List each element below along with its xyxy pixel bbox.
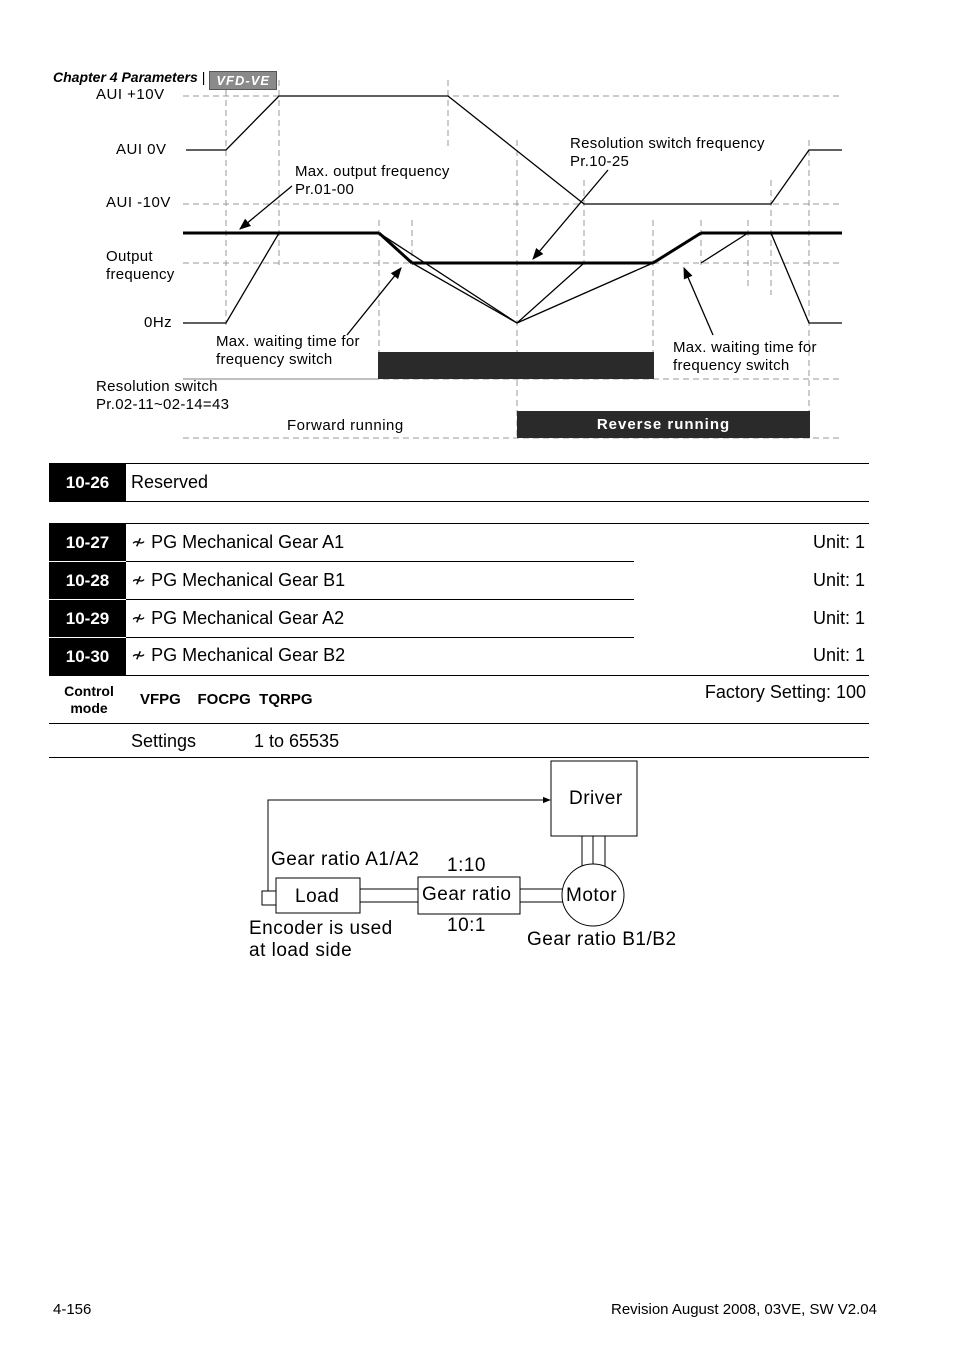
param-row-10-26 (49, 464, 869, 501)
param-code: 10-29 (49, 600, 126, 637)
motor-label: Motor (566, 885, 618, 906)
divider (49, 723, 869, 724)
header-separator: | (201, 69, 206, 85)
resolution-switch-bar (378, 352, 654, 379)
arrow-wait-right (684, 268, 713, 335)
settable-running-icon: ≁ (131, 532, 152, 552)
divider (49, 501, 869, 502)
param-code: 10-28 (49, 562, 126, 599)
param-name (131, 645, 345, 666)
wait-left-line1: Max. waiting time for (216, 333, 360, 350)
aui-zero-label: AUI 0V (116, 141, 167, 158)
param-name (131, 532, 344, 553)
param-code: 10-26 (49, 464, 126, 501)
control-modes: VFPG FOCPG TQRPG (140, 691, 313, 708)
param-name-text: PG Mechanical Gear A2 (151, 608, 345, 628)
param-name (131, 608, 344, 629)
settable-running-icon: ≁ (131, 645, 152, 665)
param-name-text: PG Mechanical Gear A1 (151, 532, 345, 552)
load-label: Load (295, 886, 340, 907)
page-number: 4-156 (53, 1301, 92, 1318)
driver-label: Driver (569, 788, 623, 809)
revision-text: Revision August 2008, 03VE, SW V2.04 (611, 1301, 877, 1318)
control-label-line2: mode (70, 700, 108, 716)
res-switch-freq-line2: Pr.10-25 (570, 153, 630, 170)
settable-running-icon: ≁ (131, 570, 152, 590)
aui-minus-label: AUI -10V (106, 194, 171, 211)
aui-plus-label: AUI +10V (96, 86, 165, 103)
output-frequency-label (106, 248, 175, 284)
param-row-10-30 (49, 638, 869, 675)
divider (49, 757, 869, 758)
feedback-arrow (268, 800, 550, 891)
param-unit: Unit: 1 (812, 608, 865, 628)
ratio-top-label: 1:10 (447, 855, 486, 876)
encoder-label (249, 918, 393, 962)
arrow-res-switch-freq (533, 170, 608, 259)
param-code: 10-27 (49, 524, 126, 561)
wait-right-line1: Max. waiting time for (673, 339, 817, 356)
factory-setting: Factory Setting: 100 (704, 682, 866, 702)
param-name-text: PG Mechanical Gear B2 (151, 645, 346, 665)
param-name-text: PG Mechanical Gear B1 (151, 570, 346, 590)
settable-running-icon: ≁ (131, 608, 152, 628)
wait-time-left-label (216, 333, 360, 369)
zero-hz-label: 0Hz (144, 314, 173, 331)
settings-label: Settings (131, 731, 197, 751)
param-row-10-27 (49, 524, 869, 561)
output-frequency-line1: Output (106, 248, 153, 265)
encoder-box (262, 891, 276, 905)
divider (49, 675, 869, 676)
output-frequency-line2: frequency (106, 266, 175, 283)
chapter-title: Chapter 4 Parameters (53, 69, 198, 85)
reverse-running-label: Reverse running (596, 416, 731, 433)
param-row-10-29 (49, 600, 869, 637)
encoder-line1: Encoder is used (249, 918, 393, 939)
gear-ratio-a-label: Gear ratio A1/A2 (271, 849, 420, 870)
resolution-switch-frequency-label (570, 135, 765, 171)
res-switch-line2: Pr.02-11~02-14=43 (96, 396, 230, 413)
control-mode-label (53, 683, 125, 717)
param-unit: Unit: 1 (812, 532, 865, 552)
forward-running-label: Forward running (287, 417, 404, 434)
settings-value: 1 to 65535 (254, 731, 340, 751)
arrow-max-output (240, 186, 292, 229)
vfd-ve-logo: VFD-VE (209, 71, 277, 90)
encoder-line2: at load side (249, 940, 353, 961)
control-label-line1: Control (64, 683, 114, 699)
wait-time-right-label (673, 339, 817, 375)
res-switch-freq-line1: Resolution switch frequency (570, 135, 765, 152)
param-name: Reserved (131, 472, 209, 492)
max-output-frequency-label (295, 163, 450, 199)
param-name (131, 570, 345, 591)
res-switch-line1: Resolution switch (96, 378, 218, 395)
wait-left-line2: frequency switch (216, 351, 333, 368)
ratio-bottom-label: 10:1 (447, 915, 486, 936)
arrow-wait-left (347, 268, 401, 335)
param-row-10-28 (49, 562, 869, 599)
param-code: 10-30 (49, 638, 126, 675)
gear-ratio-label: Gear ratio (422, 884, 512, 905)
max-output-line1: Max. output frequency (295, 163, 450, 180)
wait-right-line2: frequency switch (673, 357, 790, 374)
param-unit: Unit: 1 (812, 645, 865, 665)
resolution-switch-label (96, 378, 229, 414)
param-unit: Unit: 1 (812, 570, 865, 590)
gear-ratio-b-label: Gear ratio B1/B2 (527, 929, 677, 950)
max-output-line2: Pr.01-00 (295, 181, 355, 198)
